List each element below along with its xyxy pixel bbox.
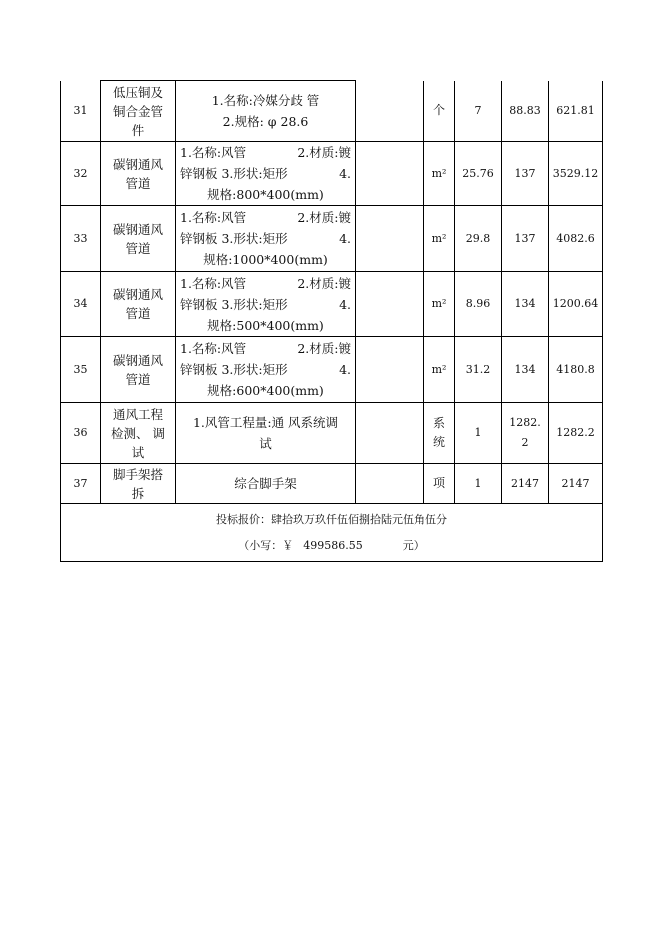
bid-total-cell [61, 504, 603, 562]
feature-line: 锌钢板 3.形状:矩形 [180, 362, 288, 377]
unit-cell [424, 403, 455, 464]
item-name-line: 脚手架搭 [112, 466, 163, 482]
feature-line: 2.材质:镀 [297, 210, 351, 225]
bid-total-row [61, 504, 603, 562]
unit-price-cell: 134 [502, 337, 549, 403]
feature-line: 规格:600*400(mm) [207, 383, 324, 398]
quantities-table [60, 80, 603, 562]
blank-cell [356, 206, 424, 272]
feature-line: 锌钢板 3.形状:矩形 [180, 296, 288, 312]
blank-cell [356, 81, 424, 142]
feature-line: 1.名称:风管 [180, 275, 247, 291]
feature-line: 2.规格: φ 28.6 [222, 114, 309, 129]
feature-line: 综合脚手架 [234, 476, 297, 491]
quantity-cell: 25.76 [455, 142, 502, 206]
table-row [61, 206, 603, 272]
total-price-cell: 3529.12 [549, 142, 603, 206]
bid-price-label: 投标报价： [216, 513, 271, 526]
row-number: 34 [61, 272, 101, 337]
unit-cell: 项 [424, 464, 455, 504]
item-name-line: 拆 [131, 485, 145, 501]
unit-price-cell: 137 [502, 206, 549, 272]
item-name-line: 管道 [125, 175, 151, 191]
feature-line: 2.材质:镀 [297, 145, 351, 160]
unit-price-cell: 2147 [502, 464, 549, 504]
feature-line: 规格:500*400(mm) [207, 317, 324, 333]
total-price-cell: 2147 [549, 464, 603, 504]
item-name [101, 142, 176, 206]
item-name-line: 管道 [125, 371, 151, 387]
item-name-line: 铜合金管 [112, 103, 163, 119]
unit-price-line: 1282. [509, 416, 541, 429]
blank-cell [356, 403, 424, 464]
table-row [61, 403, 603, 464]
unit-price-cell [502, 403, 549, 464]
total-price-cell: 4082.6 [549, 206, 603, 272]
row-number: 37 [61, 464, 101, 504]
row-number: 36 [61, 403, 101, 464]
item-name [101, 272, 176, 337]
feature-line: 试 [259, 436, 272, 451]
item-name-line: 检测、 调 [111, 425, 165, 441]
quantity-cell: 1 [455, 464, 502, 504]
item-features [176, 464, 356, 504]
item-features [176, 337, 356, 403]
unit-price-cell: 134 [502, 272, 549, 337]
unit-line: 系 [432, 416, 445, 430]
unit-cell: m² [424, 206, 455, 272]
feature-line: 2.材质:镀 [297, 341, 351, 356]
total-price-cell: 1282.2 [549, 403, 603, 464]
item-name-line: 碳钢通风 [112, 352, 163, 368]
blank-cell [356, 272, 424, 337]
feature-line: 2.材质:镀 [297, 275, 351, 291]
item-name [101, 206, 176, 272]
item-features [176, 272, 356, 337]
item-features [176, 81, 356, 142]
item-name [101, 337, 176, 403]
item-name-line: 通风工程 [112, 406, 163, 422]
unit-cell: m² [424, 272, 455, 337]
feature-line: 锌钢板 3.形状:矩形 [180, 166, 288, 181]
quantity-cell: 1 [455, 403, 502, 464]
item-name [101, 81, 176, 142]
item-name-line: 碳钢通风 [112, 221, 163, 237]
item-name [101, 464, 176, 504]
feature-line: 1.名称:冷媒分歧 管 [211, 93, 320, 108]
table-row [61, 142, 603, 206]
item-features [176, 142, 356, 206]
bid-price-line [61, 507, 602, 533]
feature-line: 4. [339, 296, 351, 312]
item-name-line: 碳钢通风 [112, 287, 163, 302]
small-suffix: 元） [402, 539, 425, 552]
item-name-line: 管道 [125, 240, 151, 256]
small-prefix: （小写：￥ [238, 539, 294, 552]
feature-line: 4. [339, 166, 351, 181]
feature-line: 1.名称:风管 [180, 210, 247, 225]
unit-cell: m² [424, 142, 455, 206]
row-number: 32 [61, 142, 101, 206]
item-name-line: 试 [131, 444, 145, 460]
unit-price-line: 2 [521, 436, 529, 449]
item-name-line: 件 [131, 122, 145, 138]
feature-line: 4. [339, 362, 351, 377]
blank-cell [356, 142, 424, 206]
item-name-line: 低压铜及 [112, 84, 163, 100]
unit-cell: 个 [424, 81, 455, 142]
feature-line: 4. [339, 231, 351, 246]
unit-price-cell: 137 [502, 142, 549, 206]
table-row [61, 272, 603, 337]
feature-line: 1.风管工程量:通 风系统调 [192, 415, 339, 430]
unit-price-cell: 88.83 [502, 81, 549, 142]
feature-line: 规格:1000*400(mm) [203, 252, 328, 267]
bill-of-quantities-sheet [60, 80, 602, 562]
row-number: 31 [61, 81, 101, 142]
total-price-cell: 1200.64 [549, 272, 603, 337]
item-features [176, 206, 356, 272]
quantity-cell: 31.2 [455, 337, 502, 403]
unit-line: 统 [432, 435, 445, 449]
row-number: 35 [61, 337, 101, 403]
item-features [176, 403, 356, 464]
blank-cell [356, 337, 424, 403]
item-name [101, 403, 176, 464]
feature-line: 1.名称:风管 [180, 145, 247, 160]
item-name-line: 碳钢通风 [112, 156, 163, 172]
feature-line: 锌钢板 3.形状:矩形 [180, 231, 288, 246]
quantity-cell: 8.96 [455, 272, 502, 337]
quantity-cell: 29.8 [455, 206, 502, 272]
item-name-line: 管道 [125, 306, 151, 321]
feature-line: 规格:800*400(mm) [207, 187, 324, 202]
bid-price-amount: 499586.55 [303, 539, 363, 552]
total-price-cell: 4180.8 [549, 337, 603, 403]
blank-cell [356, 464, 424, 504]
table-row [61, 81, 603, 142]
quantity-cell: 7 [455, 81, 502, 142]
bid-price-numeric-line [61, 533, 602, 559]
unit-cell: m² [424, 337, 455, 403]
row-number: 33 [61, 206, 101, 272]
feature-line: 1.名称:风管 [180, 341, 247, 356]
table-row [61, 464, 603, 504]
table-row [61, 337, 603, 403]
total-price-cell: 621.81 [549, 81, 603, 142]
bid-price-in-words: 肆拾玖万玖仟伍佰捌拾陆元伍角伍分 [271, 513, 447, 526]
